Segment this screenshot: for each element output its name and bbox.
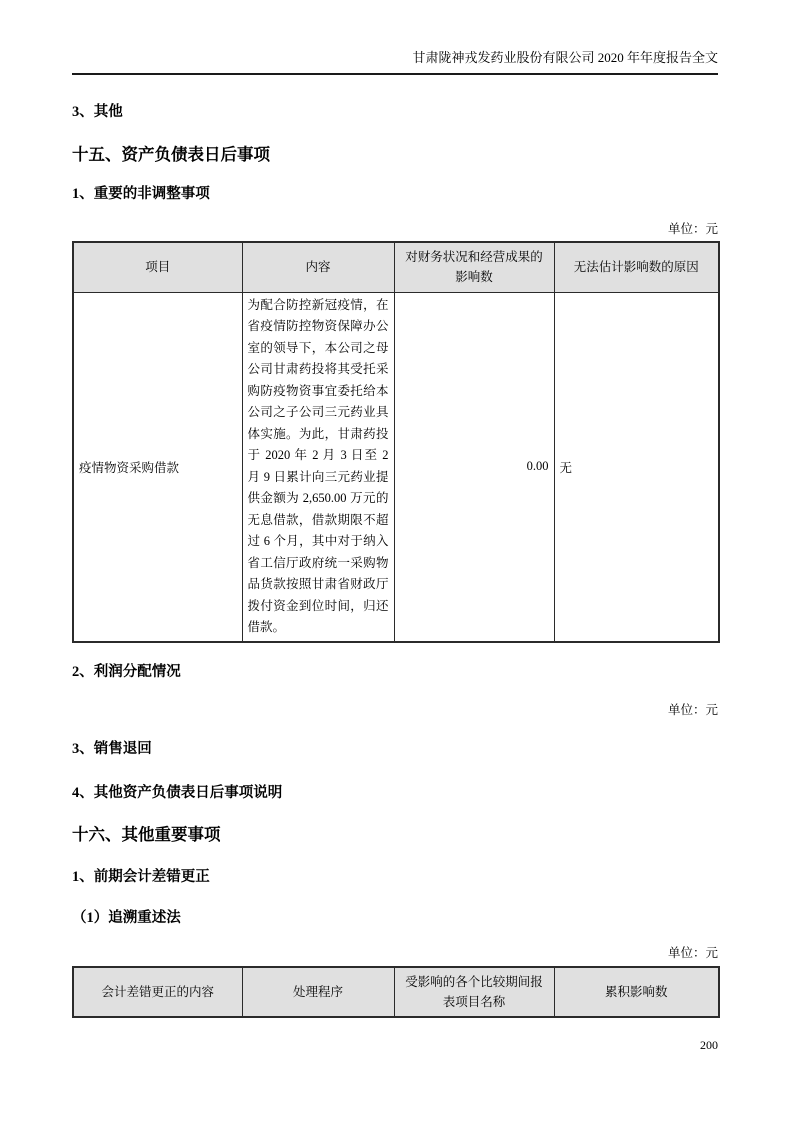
- table1-cell-reason: 无: [554, 292, 719, 642]
- heading-section-15: 十五、资产负债表日后事项: [72, 145, 270, 164]
- table1-cell-content: 为配合防控新冠疫情，在省疫情防控物资保障办公室的领导下，本公司之母公司甘肃药投将其受托采购防疫物资事宜委托给本公司之子公司三元药业具体实施。为此，甘肃药投于 2020 年 2 月 3 日至 2 月 9 日累计向三元药业提供金额为 2,650.00 万元的无息借款，借款期限不超过 6 个月，其中对于纳入省工信厅政府统一采购物品货款按照甘肃省财政厅拨付资金到位时间，归还借款。: [242, 292, 394, 642]
- table1-header-impact: 对财务状况和经营成果的影响数: [394, 242, 554, 292]
- unit-label-3: 单位：元: [667, 945, 718, 960]
- heading-section-16: 十六、其他重要事项: [72, 824, 221, 844]
- heading-15-4-other-events-note: 4、其他资产负债表日后事项说明: [72, 784, 283, 801]
- table-row: [73, 292, 719, 642]
- heading-3-other: 3、其他: [72, 104, 123, 120]
- table1-header-content: 内容: [242, 242, 394, 292]
- page-number: 200: [700, 1038, 718, 1052]
- unit-label-2: 单位：元: [667, 702, 718, 717]
- table1-cell-impact: 0.00: [394, 292, 554, 642]
- document-header-title: 甘肃陇神戎发药业股份有限公司 2020 年年度报告全文: [412, 50, 718, 65]
- error-correction-table: [72, 966, 720, 1018]
- table2-header-cumulative-impact: 累积影响数: [554, 967, 719, 1017]
- unit-label-1: 单位：元: [667, 222, 718, 236]
- table1-header-reason: 无法估计影响数的原因: [554, 242, 719, 292]
- table2-header-correction-content: 会计差错更正的内容: [73, 967, 242, 1017]
- heading-16-1-1-retrospective-restatement: （1）追溯重述法: [72, 909, 181, 926]
- table2-header-procedure: 处理程序: [242, 967, 394, 1017]
- heading-15-1-non-adjusting-events: 1、重要的非调整事项: [72, 186, 210, 202]
- non-adjusting-events-table: [72, 241, 720, 643]
- heading-15-2-profit-distribution: 2、利润分配情况: [72, 663, 181, 680]
- heading-16-1-prior-period-error-correction: 1、前期会计差错更正: [72, 868, 210, 885]
- document-header: [72, 0, 718, 75]
- table2-header-affected-items: 受影响的各个比较期间报表项目名称: [394, 967, 554, 1017]
- table1-cell-item: 疫情物资采购借款: [73, 292, 242, 642]
- table2-header-row: [73, 967, 719, 1017]
- table1-header-row: [73, 242, 719, 292]
- table1-header-item: 项目: [73, 242, 242, 292]
- heading-15-3-sales-returns: 3、销售退回: [72, 740, 152, 757]
